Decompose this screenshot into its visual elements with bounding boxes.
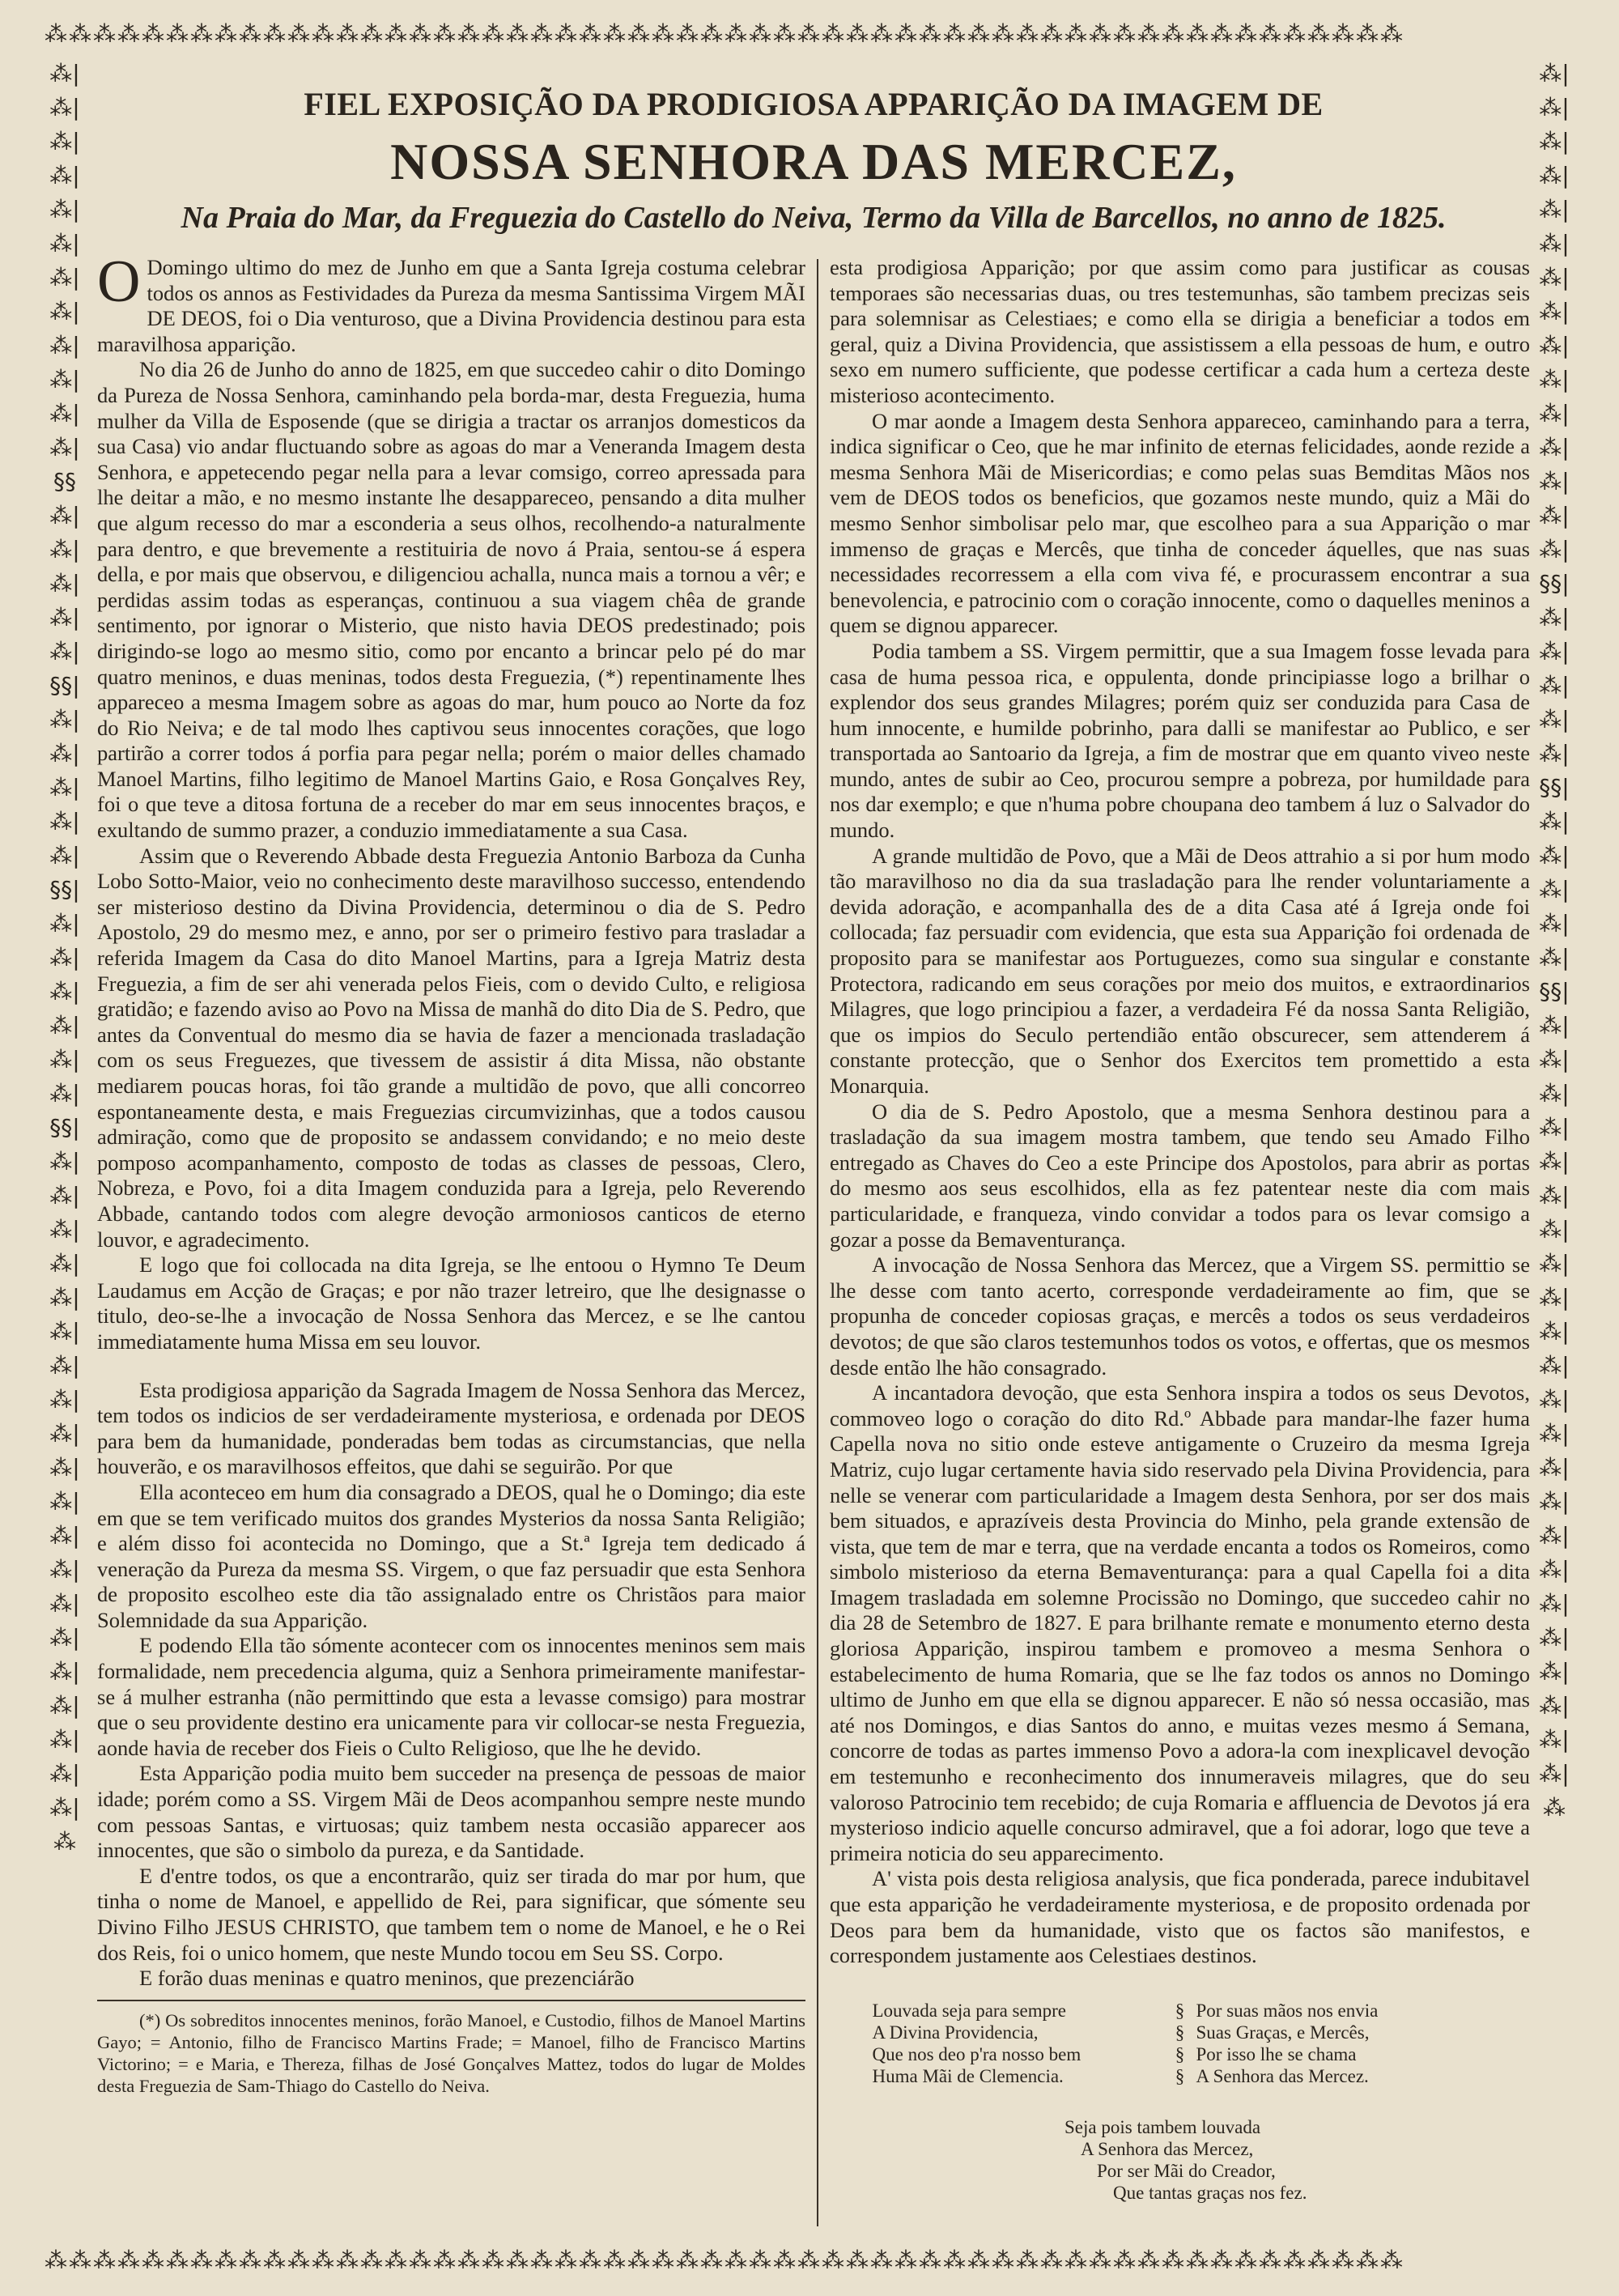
verse-stanza <box>830 2000 1530 2087</box>
left-column <box>97 255 805 2230</box>
verse-line: A Senhora das Mercez, <box>1081 2138 1254 2159</box>
verse-line: Suas Graças, e Mercês, <box>1196 2022 1370 2043</box>
paragraph: E logo que foi collocada na dita Igreja, se lhe entoou o Hymno Te Deum Laudamus em Acção de Graças; e por não trazer letreiro, que lhe designasse o titulo, deo-se-lhe a invocação de Nossa Senhora das Mercez, e se lhe cantou immediatamente huma Missa em seu louvor. <box>97 1252 805 1354</box>
paragraph: Assim que o Reverendo Abbade desta Freguezia Antonio Barboza da Cunha Lobo Sotto-Maior, veio no conhecimento deste maravilhoso successo, entendendo ser misterioso destino da Divina Providencia, determinou o dia de S. Pedro Apostolo, 29 do mesmo mez, e anno, por ser o primeiro festivo para trasladar a referida Imagem da Casa do dito Manoel Martins, para a Igreja Matriz desta Freguezia, a fim de ser ahi venerada pelos Fieis, com o devido Culto, e religiosa gratidão; e fazendo aviso ao Povo na Missa de manhã do dito Dia de S. Pedro, que antes da Conventual do mesmo dia se havia de fazer a mencionada trasladação com os seus Freguezes, que tivessem de assistir á dita Missa, não obstante mediarem poucas horas, foi tão grande a multidão de povo, que alli concorreo espontaneamente desta, e mais Freguezias circumvizinhas, que a todos causou admiração, como que de proposito se andassem convidando; e no meio deste pomposo acompanhamento, composto de todas as classes de pessoas, Clero, Nobreza, e Povo, foi a dita Imagem conduzida para a Igreja, pelo Reverendo Abbade, cantando todos com alegre devoção armoniosos canticos de eterno louvor, e agradecimento. <box>97 843 805 1252</box>
column-divider <box>817 259 818 2226</box>
verse-line: A Divina Providencia, <box>872 2022 1039 2043</box>
paragraph: Esta prodigiosa apparição da Sagrada Imagem de Nossa Senhora das Mercez, tem todos os indicios de ser verdadeiramente mysteriosa, e ordenada por DEOS para bem da humanidade, ponderadas bem todas as circumstancias, que nella houverão, e os maravilhosos effeitos, que dahi se seguirão. Por que <box>97 1377 805 1479</box>
paragraph: Podia tambem a SS. Virgem permittir, que a sua Imagem fosse levada para casa de huma pessoa rica, e oppulenta, donde principiasse logo a brilhar o explendor dos seus grandes Milagres; porém quiz ser conduzida para Casa de hum innocente, e humilde pobrinho, para dalli se manifestar ao Publico, e ser transportada ao Santoario da Igreja, a fim de mostrar que em quanto viveo neste mundo, antes de subir ao Ceo, procurou sempre a pobreza, por humildade para nos dar exemplo; e que n'huma pobre choupana deo tambem á luz o Salvador do mundo. <box>830 638 1530 843</box>
paragraph: A' vista pois desta religiosa analysis, que fica ponderada, parece indubitavel que esta apparição he verdadeiramente mysteriosa, e de proposito ordenada por Deos para bem da humanidade, visto que os factos são manifestos, e correspondem justamente aos Celestiaes destinos. <box>830 1866 1530 1968</box>
paragraph: E forão duas meninas e quatro meninos, que prezenciárão <box>139 1966 635 1991</box>
verse-line: Seja pois tambem louvada <box>1064 2116 1261 2137</box>
paragraph: esta prodigiosa Apparição; por que assim como para justificar as cousas temporaes são necessarias duas, ou tres testemunhas, são tambem precizas seis para solemnisar as Celestiaes; e como ella se dirigia a beneficiar a todos em geral, quiz a Divina Providencia, que assistissem a ella pessoas de hum, e outro sexo em numero sufficiente, que podesse certificar a cada hum a certeza deste misterioso acontecimento. <box>830 255 1530 407</box>
paragraph: A incantadora devoção, que esta Senhora inspira a todos os seus Devotos, commoveo logo o coração do dito Rd.º Abbade para mandar-lhe fazer huma Capella nova no sitio onde esteve antigamente o Cruzeiro da mesma Igreja Matriz, cujo lugar certamente havia sido reservado pela Divina Providencia, para nelle se venerar com particularidade a Imagem desta Senhora, por ser dos mais bem situados, e aprazíveis desta Provincia do Minho, pela grande extensão de vista, que tem de mar e terra, que na verdade encanta a todos os Romeiros, como simbolo misterioso da eterna Bemaventurança: para a qual Capella foi a dita Imagem trasladada em solemne Procissão no Domingo, que succedeo cahir no dia 28 de Setembro de 1827. E para brilhante remate e monumento eterno desta gloriosa Apparição, inspirou tambem e promoveo a mesma Senhora o estabelecimento de huma Romaria, que se lhe faz todos os annos no Domingo ultimo de Junho em que ella se dignou apparecer. E não só nessa occasião, mas até nos Domingos, e dias Santos do anno, e muitas vezes mesmo á Semana, concorre de todas as partes immenso Povo a adora-la com inexplicavel devoção em testemunho e reconhecimento dos innumeraveis milagres, que do seu valoroso Patrocinio tem recebido; de cuja Romaria e affluencia de Devotos já era mysterioso indicio aquelle concurso admiravel, que a foi adorar, logo que teve a primeira noticia do seu apparecimento. <box>830 1380 1530 1865</box>
heading-subtitle: Na Praia do Mar, da Freguezia do Castello do Neiva, Termo da Villa de Barcellos, no anno de 1825. <box>181 201 1447 235</box>
paragraph: Ella aconteceo em hum dia consagrado a DEOS, qual he o Domingo; dia este em que se tem verificado muitos dos grandes Mysterios da nossa Santa Religião; e além disso foi acontecida no Domingo, que a St.ª Igreja tem dedicado á veneração da Pureza da mesma SS. Virgem, o que faz persuadir que esta Senhora de proposito escolheo este dia tão assignalado entre os Christãos para maior Solemnidade da sua Apparição. <box>97 1479 805 1632</box>
verse-line: Que tantas graças nos fez. <box>1113 2182 1307 2203</box>
bottom-ornament-border: ⁂⁂⁂⁂⁂⁂⁂⁂⁂⁂⁂⁂⁂⁂⁂⁂⁂⁂⁂⁂⁂⁂⁂⁂⁂⁂⁂⁂⁂⁂⁂⁂⁂⁂⁂⁂⁂⁂⁂⁂⁂⁂⁂⁂⁂⁂⁂⁂⁂⁂⁂⁂⁂⁂⁂⁂ <box>45 2247 1404 2273</box>
verse-line: Que nos deo p'ra nosso bem <box>872 2043 1081 2064</box>
paragraph: E podendo Ella tão sómente acontecer com os innocentes meninos sem mais formalidade, nem precedencia alguma, quiz a Senhora primeiramente manifestar-se á mulher estranha (não permittindo que esta a levasse comsigo) para mostrar que o seu providente destino era unicamente para vir collocar-se nesta Freguezia, aonde havia de receber dos Fieis o Culto Religioso, que lhe he devido. <box>97 1633 805 1760</box>
paragraph <box>97 255 805 357</box>
drop-cap: O <box>97 255 141 315</box>
paragraph: O mar aonde a Imagem desta Senhora appareceo, caminhando para a terra, indica significar o Ceo, que he mar infinito de eternas felicidades, aonde rezide a mesma Senhora Mãi de Misericordias; e como pelas suas Bemditas Mãos nos vem de DEOS todos os beneficios, que gozamos neste mundo, quiz a Mãi do mesmo Senhor simbolisar pelo mar, que escolheo para a sua Apparição o mar immenso de graças e Mercês, que tinha de conceder áquelles, que nas suas necessidades recorressem a ella com viva fé, e procurassem encontrar a sua benevolencia, e patrocinio com o coração innocente, como o daquelles meninos a quem se dignou apparecer. <box>830 408 1530 638</box>
right-ornament-border: ⁂|⁂|⁂|⁂|⁂|⁂|⁂|⁂|⁂|⁂|⁂|⁂|⁂|⁂|⁂|§§|⁂|⁂|⁂|⁂|⁂|§§|⁂|⁂|⁂|⁂|⁂|§§|⁂|⁂|⁂|⁂|⁂|⁂|⁂|⁂|⁂|⁂|⁂|⁂|⁂|⁂|⁂|⁂|⁂|⁂|⁂|⁂|⁂|⁂|⁂|⁂ <box>1539 60 1570 1821</box>
heading-title: NOSSA SENHORA DAS MERCEZ, <box>390 133 1237 190</box>
verse-line: Louvada seja para sempre <box>872 2000 1066 2021</box>
paragraph: E d'entre todos, os que a encontrarão, quiz ser tirada do mar por hum, que tinha o nome de Manoel, e appellido de Rei, para significar, que sómente seu Divino Filho JESUS CHRISTO, que tambem tem o nome de Manoel, e he o Rei dos Reis, foi o unico homem, que neste Mundo tocou em Seu SS. Corpo. <box>97 1863 805 1965</box>
verse-left <box>873 2000 1164 2087</box>
verse-line: Por isso lhe se chama <box>1196 2043 1357 2064</box>
paragraph: A grande multidão de Povo, que a Mãi de Deos attrahio a si por hum modo tão maravilhoso no dia da sua trasladação para lhe render voluntariamente a devida adoração, e acompanhalla des de a dita Casa até á Igreja onde foi collocada; faz persuadir com evidencia, que esta sua Apparição foi ordenada de proposito para se manifestar aos Portuguezes, como sua singular e constante Protectora, radicando em seus corações por meio dos muitos, e extraordinarios Milagres, que logo principiou a fazer, a verdadeira Fé da nossa Santa Religião, que os impios do Seculo pertendião então obscurecer, sem attenderem á constante protecção, que o Senhor dos Exercitos tem promettido a esta Monarquia. <box>830 843 1530 1098</box>
paragraph: A invocação de Nossa Senhora das Mercez, que a Virgem SS. permittio se lhe desse com tanto acerto, corresponde verdadeiramente ao fim, que se propunha de conceder copiosas graças, e mercês a todos os seus verdadeiros devotos; de que são claros testemunhos todos os votos, e offertas, que os mesmos desde então lhe hão consagrado. <box>830 1252 1530 1380</box>
verse-line: Por ser Mãi do Creador, <box>1097 2160 1276 2181</box>
heading-line-1: FIEL EXPOSIÇÃO DA PRODIGIOSA APPARIÇÃO DA IMAGEM DE <box>304 86 1324 122</box>
verse-line: A Senhora das Mercez. <box>1196 2065 1369 2086</box>
broadsheet-page <box>97 77 1530 2230</box>
verse-separator <box>1164 2000 1196 2087</box>
section-sign: § <box>1175 2022 1185 2043</box>
section-sign: § <box>1175 2000 1185 2021</box>
paragraph: Esta Apparição podia muito bem succeder na presença de pessoas de maior idade; porém como a SS. Virgem Mãi de Deos acompanhou sempre neste mundo com pessoas Santas, e virtuosas; quiz tambem nesta occasião apparecer aos innocentes, que são o simbolo da pureza, e da Santidade. <box>97 1761 805 1863</box>
closing-verse <box>1064 2116 1530 2204</box>
verse-line: Por suas mãos nos envia <box>1196 2000 1379 2021</box>
section-sign: § <box>1175 2043 1185 2064</box>
spacer <box>97 1355 805 1378</box>
verse-right <box>1196 2000 1488 2087</box>
right-column <box>830 255 1530 2230</box>
paragraph: O dia de S. Pedro Apostolo, que a mesma Senhora destinou para a trasladação da sua imagem mostra tambem, que tendo seu Amado Filho entregado as Chaves do Ceo a este Principe dos Apostolos, para abrir as portas do mesmo aos seus escolhidos, ella as fez patentear neste dia com mais particularidade, e franqueza, vindo convidar a todos para os levar comsigo a gozar a posse da Bemaventurança. <box>830 1099 1530 1252</box>
paragraph: No dia 26 de Junho do anno de 1825, em que succedeo cahir o dito Domingo da Pureza de Nossa Senhora, caminhando pela borda-mar, desta Freguezia, huma mulher da Villa de Esposende (que se dirigia a tractar os arranjos domesticos da sua Casa) vio andar fluctuando sobre as agoas do mar a Veneranda Imagem desta Senhora, e appetecendo pegar nella para a levar comsigo, correo apressada para lhe deitar a mão, e no mesmo instante lhe desappareceo, pensando a dita mulher que algum recesso do mar a esconderia a seus olhos, recolhendo-a naturalmente para dentro, e que brevemente a restituiria de novo á Praia, sentou-se á espera della, e por mais que observou, e diligenciou achalla, nunca mais a tornou a vêr; e perdidas assim todas as esperanças, continuou a sua viagem chêa de grande sentimento, por ignorar o Misterio, que nisto havia DEOS predestinado; pois dirigindo-se logo ao mesmo sitio, como por encanto a brincar pelo pé do mar quatro meninos, e duas meninas, todos desta Freguezia, (*) repentinamente lhes appareceo a mesma Imagem sobre as agoas do mar, hum pouco ao Norte da foz do Rio Neiva; e de tal modo lhes captivou seus innocentes corações, que logo partirão a correr todos á porfia para pegar nella; porém o maior delles chamado Manoel Martins, filho legitimo de Manoel Martins Gaio, e Rosa Gonçalves Rey, foi o que teve a ditosa fortuna de a receber do mar em seus innocentes braços, e exultando de summo prazer, a conduzio immediatamente a sua Casa. <box>97 357 805 843</box>
verse-line: Huma Mãi de Clemencia. <box>872 2065 1064 2086</box>
section-sign: § <box>1175 2065 1185 2086</box>
footnote-divider <box>97 2000 805 2001</box>
paragraph-text: Domingo ultimo do mez de Junho em que a Santa Igreja costuma celebrar todos os annos as Festividades da Pureza da mesma Santissima Virgem MÃI DE DEOS, foi o Dia venturoso, que a Divina Providencia destinou para esta maravilhosa apparição. <box>97 255 805 356</box>
left-ornament-border: ⁂|⁂|⁂|⁂|⁂|⁂|⁂|⁂|⁂|⁂|⁂|⁂|§§⁂|⁂|⁂|⁂|⁂|§§|⁂|⁂|⁂|⁂|⁂|§§|⁂|⁂|⁂|⁂|⁂|⁂|§§|⁂|⁂|⁂|⁂|⁂|⁂|⁂|⁂|⁂|⁂|⁂|⁂|⁂|⁂|⁂|⁂|⁂|⁂|⁂|⁂|⁂ <box>49 60 80 1855</box>
footnote: (*) Os sobreditos innocentes meninos, forão Manoel, e Custodio, filhos de Manoel Martins Gayo; = Antonio, filho de Francisco Martins Frade; = Manoel, filho de Francisco Martins Victorino; = e Maria, e Thereza, filhas de José Gonçalves Mattez, todos do lugar de Moldes desta Freguezia de Sam-Thiago do Castello do Neiva. <box>97 2009 805 2096</box>
top-ornament-border: ⁂⁂⁂⁂⁂⁂⁂⁂⁂⁂⁂⁂⁂⁂⁂⁂⁂⁂⁂⁂⁂⁂⁂⁂⁂⁂⁂⁂⁂⁂⁂⁂⁂⁂⁂⁂⁂⁂⁂⁂⁂⁂⁂⁂⁂⁂⁂⁂⁂⁂⁂⁂⁂⁂⁂⁂ <box>45 20 1404 47</box>
